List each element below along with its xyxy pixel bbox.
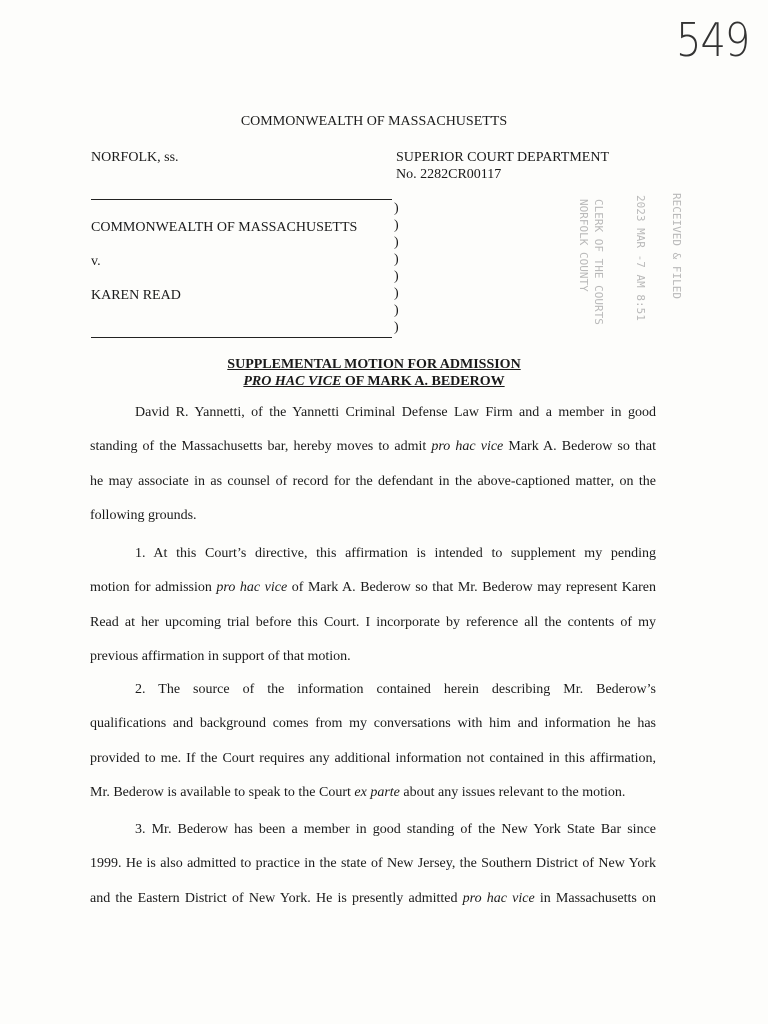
caption-paren: )	[394, 218, 399, 233]
body-line: 1. At this Court’s directive, this affirmation is intended to supplement my pending	[135, 546, 656, 561]
body-line: provided to me. If the Court requires any additional information not contained in this affirmation,	[90, 751, 656, 766]
caption-top-rule	[91, 199, 392, 200]
italic-term: pro hac vice	[216, 580, 288, 595]
motion-title	[0, 356, 748, 390]
italic-term: pro hac vice	[431, 439, 504, 454]
body-line: and the Eastern District of New York. He is presently admitted pro hac vice in Massachusetts on	[90, 891, 656, 906]
caption-paren: )	[394, 286, 399, 301]
caption-paren: )	[394, 320, 399, 335]
filing-stamp	[565, 185, 685, 355]
caption-bottom-rule	[91, 337, 392, 338]
caption-paren: )	[394, 201, 399, 216]
body-line: 1999. He is also admitted to practice in the state of New Jersey, the Southern District of New York	[90, 856, 656, 871]
body-line: 2. The source of the information contained herein describing Mr. Bederow’s	[135, 682, 656, 697]
body-line: qualifications and background comes from my conversations with him and information he has	[90, 716, 656, 731]
caption-paren: )	[394, 252, 399, 267]
caption-paren: )	[394, 235, 399, 250]
stamp-line: CLERK OF THE COURTS	[592, 199, 605, 325]
page-number: 549	[676, 14, 750, 68]
stamp-line: 2023 MAR -7 AM 8:51	[634, 195, 647, 321]
body-line: motion for admission pro hac vice of Mark A. Bederow so that Mr. Bederow may represent Karen	[90, 580, 656, 595]
caption-plaintiff: COMMONWEALTH OF MASSACHUSETTS	[91, 220, 358, 235]
motion-title-rest: OF MARK A. BEDEROW	[341, 374, 505, 389]
italic-term: pro hac vice	[462, 891, 535, 906]
caption-paren: )	[394, 269, 399, 284]
caption-paren: )	[394, 303, 399, 318]
motion-title-line-1: SUPPLEMENTAL MOTION FOR ADMISSION	[227, 357, 521, 372]
court-department: SUPERIOR COURT DEPARTMENT	[396, 150, 610, 165]
stamp-line: NORFOLK COUNTY	[577, 199, 590, 292]
motion-title-line-2	[0, 373, 748, 390]
body-line: Read at her upcoming trial before this Court. I incorporate by reference all the contents of my	[90, 615, 656, 630]
body-line: previous affirmation in support of that motion.	[90, 649, 351, 664]
italic-term: ex parte	[354, 785, 400, 800]
caption-versus: v.	[91, 254, 101, 269]
body-line: Mr. Bederow is available to speak to the Court ex parte about any issues relevant to the motion.	[90, 785, 626, 800]
body-line: following grounds.	[90, 508, 197, 523]
stamp-line: RECEIVED & FILED	[670, 193, 683, 299]
motion-title-italic: PRO HAC VICE	[243, 374, 342, 389]
body-line: David R. Yannetti, of the Yannetti Criminal Defense Law Firm and a member in good	[135, 405, 656, 420]
body-line: 3. Mr. Bederow has been a member in good standing of the New York State Bar since	[135, 822, 656, 837]
court-title: COMMONWEALTH OF MASSACHUSETTS	[240, 114, 508, 129]
docket-number: No. 2282CR00117	[396, 167, 502, 182]
body-line: he may associate in as counsel of record for the defendant in the above-captioned matter, on the	[90, 474, 656, 489]
body-line: standing of the Massachusetts bar, hereby moves to admit pro hac vice Mark A. Bederow so that	[90, 439, 656, 454]
county-venue: NORFOLK, ss.	[91, 150, 179, 165]
caption-defendant: KAREN READ	[91, 288, 181, 303]
